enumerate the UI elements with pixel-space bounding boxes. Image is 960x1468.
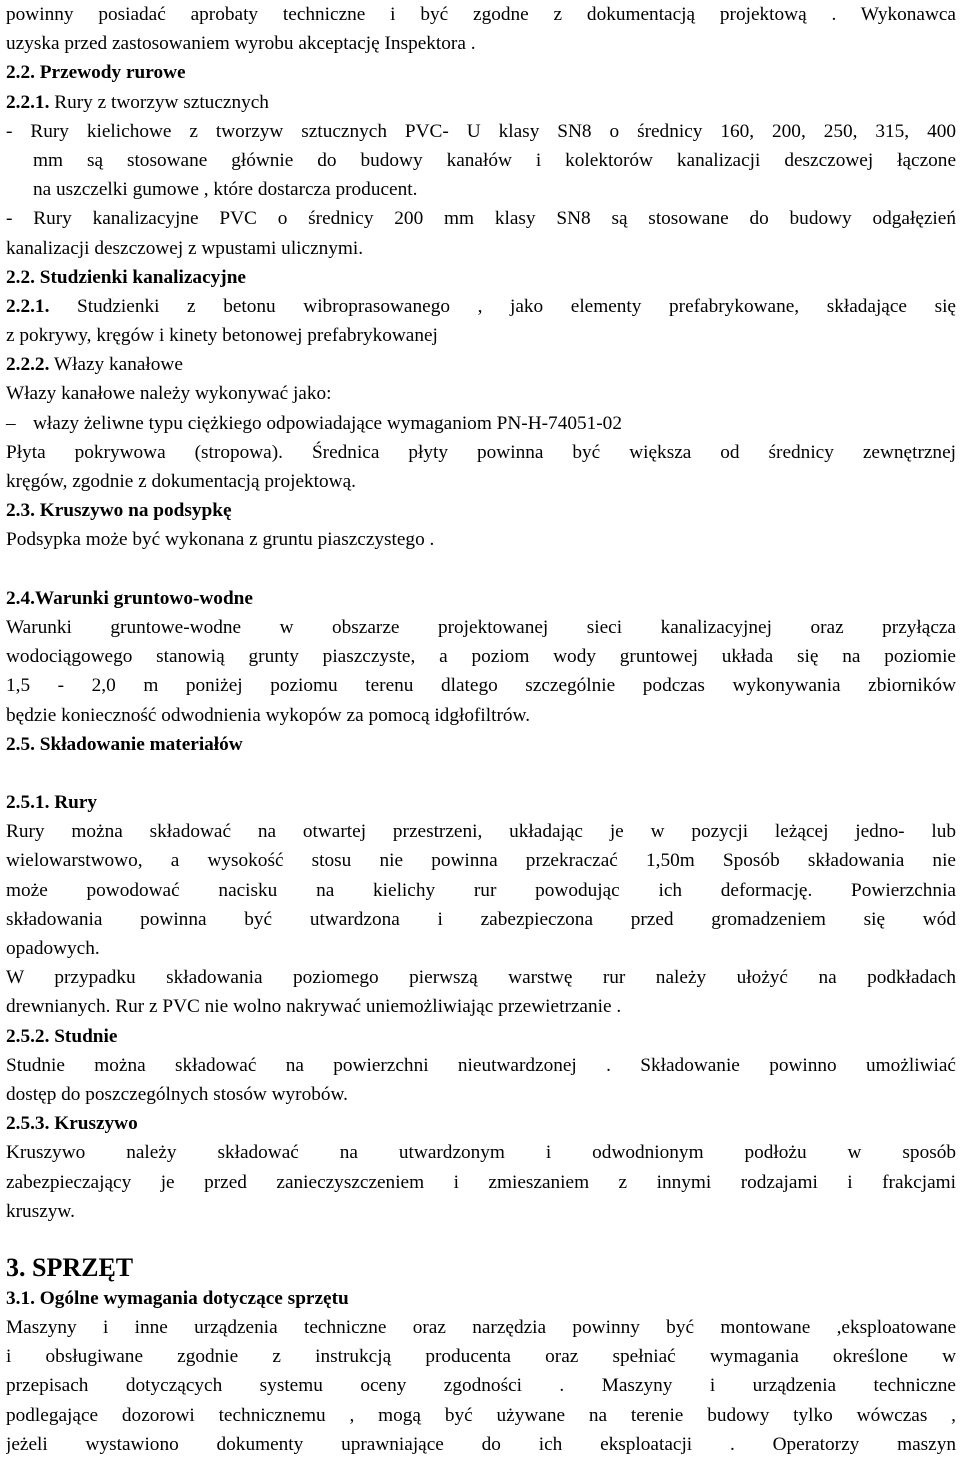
section-heading-2-5: 2.5. Składowanie materiałów — [6, 733, 243, 755]
document-page — [6, 0, 956, 1459]
paragraph-line: Kruszywo należy składować na utwardzonym i odwodnionym podłożu w sposób — [6, 1142, 956, 1164]
item-text: Studzienki z betonu wibroprasowanego , jako elementy prefabrykowane, składające się — [76, 295, 956, 317]
paragraph-line: W przypadku składowania poziomego pierwszą warstwę rur należy ułożyć na podkładach — [6, 967, 956, 989]
heading-title: Włazy kanałowe — [53, 354, 183, 376]
paragraph-line: jeżeli wystawiono dokumenty uprawniające do ich eksploatacji . Operatorzy maszyn — [6, 1433, 956, 1455]
paragraph-line: Maszyny i inne urządzenia techniczne oraz narzędzia powinny być montowane ,eksploatowane — [6, 1317, 956, 1339]
paragraph-line: drewnianych. Rur z PVC nie wolno nakrywać uniemożliwiając przewietrzanie . — [6, 996, 622, 1018]
spacer — [6, 759, 956, 788]
paragraph-line: Warunki gruntowe-wodne w obszarze projektowanej sieci kanalizacyjnej oraz przyłącza — [6, 616, 956, 638]
paragraph-line: składowania powinna być utwardzona i zabezpieczona przed gromadzeniem się wód — [6, 908, 956, 930]
section-heading-2-3: 2.3. Kruszywo na podsypkę — [6, 500, 232, 522]
paragraph-line: wodociągowego stanowią grunty piaszczyste, a poziom wody gruntowej układa się na poziomie — [6, 646, 956, 668]
paragraph-line: wielowarstwowo, a wysokość stosu nie powinna przekraczać 1,50m Sposób składowania nie — [6, 850, 956, 872]
paragraph-line — [6, 292, 956, 321]
paragraph-line: z pokrywy, kręgów i kinety betonowej prefabrykowanej — [6, 325, 438, 347]
paragraph-line: - Rury kanalizacyjne PVC o średnicy 200 mm klasy SN8 są stosowane do budowy odgałęzień — [6, 208, 956, 230]
paragraph-line: kruszyw. — [6, 1200, 75, 1222]
paragraph-line: Podsypka może być wykonana z gruntu piaszczystego . — [6, 529, 435, 551]
heading-number: 2.2.1. — [6, 91, 50, 113]
item-number: 2.2.1. — [6, 295, 50, 317]
section-heading-2-2 — [6, 58, 956, 87]
paragraph-line: powinny posiadać aprobaty techniczne i być zgodne z dokumentacją projektową . Wykonawca — [6, 4, 956, 25]
paragraph-line: 1,5 - 2,0 m poniżej poziomu terenu dlatego szczególnie podczas wykonywania zbiorników — [6, 675, 956, 697]
paragraph-line: zabezpieczający je przed zanieczyszczeniem i zmieszaniem z innymi rodzajami i frakcjami — [6, 1171, 956, 1193]
paragraph-line: może powodować nacisku na kielichy rur powodując ich deformację. Powierzchnia — [6, 879, 956, 901]
subsection-heading-wlazy — [6, 350, 956, 379]
heading-number: 2.2.2. — [6, 354, 50, 376]
paragraph-line: kanalizacji deszczowej z wpustami ulicznymi. — [6, 237, 364, 259]
paragraph-line: Płyta pokrywowa (stropowa). Średnica płyty powinna być większa od średnicy zewnętrznej — [6, 441, 956, 463]
paragraph-line: Włazy kanałowe należy wykonywać jako: — [6, 383, 332, 405]
paragraph-line: przepisach dotyczących systemu oceny zgodności . Maszyny i urządzenia techniczne — [6, 1375, 956, 1397]
subsection-heading-2-5-1: 2.5.1. Rury — [6, 792, 98, 814]
paragraph-line: uzyska przed zastosowaniem wyrobu akceptację Inspektora . — [6, 33, 476, 55]
paragraph-line: - Rury kielichowe z tworzyw sztucznych PVC- U klasy SN8 o średnicy 160, 200, 250, 315, 400 — [6, 120, 956, 142]
paragraph-line: na uszczelki gumowe , które dostarcza producent. — [33, 179, 418, 201]
dash-bullet: – — [6, 412, 16, 434]
subsection-heading-2-5-2: 2.5.2. Studnie — [6, 1025, 118, 1047]
subsection-heading-2-5-3: 2.5.3. Kruszywo — [6, 1113, 138, 1135]
paragraph-line: opadowych. — [6, 938, 100, 959]
paragraph-line: będzie konieczność odwodnienia wykopów za pomocą idgłofiltrów. — [6, 704, 531, 726]
heading-title: Rury z tworzyw sztucznych — [54, 91, 269, 113]
paragraph-line: Studnie można składować na powierzchni nieutwardzonej . Składowanie powinno umożliwiać — [6, 1054, 956, 1076]
paragraph-line: kręgów, zgodnie z dokumentacją projektową. — [6, 471, 356, 492]
heading-number: 2.2. — [6, 62, 35, 84]
paragraph-line: Rury można składować na otwartej przestrzeni, układając je w pozycji leżącej jedno- lub — [6, 821, 956, 843]
chapter-heading-3: 3. SPRZĘT — [6, 1252, 134, 1282]
paragraph-line: podlegające dozorowi technicznemu , mogą być używane na terenie budowy tylko wówczas , — [6, 1404, 956, 1426]
subsection-heading-2-2-1 — [6, 88, 956, 117]
list-item-text: włazy żeliwne typu ciężkiego odpowiadające wymaganiom PN-H-74051-02 — [33, 412, 622, 434]
paragraph-line: mm są stosowane głównie do budowy kanałów i kolektorów kanalizacji deszczowej łączone — [33, 149, 956, 171]
paragraph-line: i obsługiwane zgodnie z instrukcją producenta oraz spełniać wymagania określone w — [6, 1346, 956, 1368]
section-heading-3-1: 3.1. Ogólne wymagania dotyczące sprzętu — [6, 1287, 349, 1309]
heading-title: Przewody rurowe — [39, 62, 186, 84]
spacer — [6, 1226, 956, 1248]
section-heading-2-4: 2.4.Warunki gruntowo-wodne — [6, 587, 253, 609]
list-item — [6, 409, 956, 438]
section-heading-studzienki: 2.2. Studzienki kanalizacyjne — [6, 266, 246, 288]
paragraph-line: dostęp do poszczególnych stosów wyrobów. — [6, 1083, 349, 1105]
spacer — [6, 555, 956, 584]
